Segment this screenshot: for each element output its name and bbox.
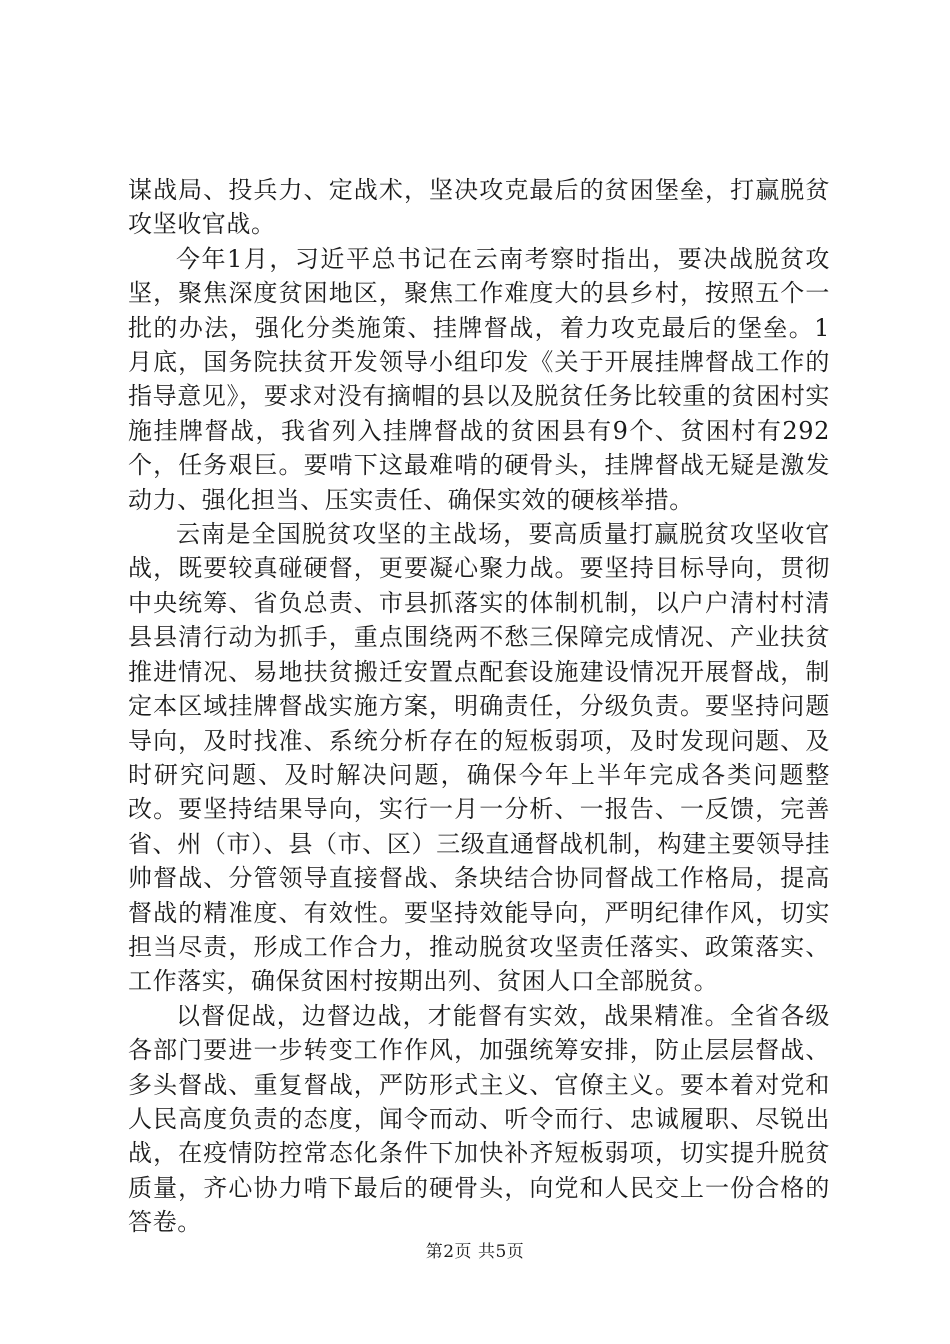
page-number-footer: 第2页 共5页 [425,1242,525,1262]
paragraph-inspection-background: 今年1月，习近平总书记在云南考察时指出，要决战脱贫攻坚，聚焦深度贫困地区，聚焦工作难度大的县乡村，按照五个一批的办法，强化分类施策、挂牌督战，着力攻克最后的堡垒。1月底，国务院扶贫开发领导小组印发《关于开展挂牌督战工作的指导意见》，要求对没有摘帽的县以及脱贫任务比较重的贫困村实施挂牌督战，我省列入挂牌督战的贫困县有9个、贫困村有292个，任务艰巨。要啃下这最难啃的硬骨头，挂牌督战无疑是激发动力、强化担当、压实责任、确保实效的硬核举措。 [128,244,830,514]
paragraph-yunnan-main-battlefield: 云南是全国脱贫攻坚的主战场，要高质量打赢脱贫攻坚收官战，既要较真碰硬督，更要凝心聚力战。要坚持目标导向，贯彻中央统筹、省负总责、市县抓落实的体制机制，以户户清村村清县县清行动为抓手，重点围绕两不愁三保障完成情况、产业扶贫推进情况、易地扶贫搬迁安置点配套设施建设情况开展督战，制定本区域挂牌督战实施方案，明确责任，分级负责。要坚持问题导向，及时找准、系统分析存在的短板弱项，及时发现问题、及时研究问题、及时解决问题，确保今年上半年完成各类问题整改。要坚持结果导向，实行一月一分析、一报告、一反馈，完善省、州（市）、县（市、区）三级直通督战机制，构建主要领导挂帅督战、分管领导直接督战、条块结合协同督战工作格局，提高督战的精准度、有效性。要坚持效能导向，严明纪律作风，切实担当尽责，形成工作合力，推动脱贫攻坚责任落实、政策落实、工作落实，确保贫困村按期出列、贫困人口全部脱贫。 [128,520,830,996]
paragraph-continuation: 谋战局、投兵力、定战术，坚决攻克最后的贫困堡垒，打赢脱贫攻坚收官战。 [128,176,830,239]
paragraph-supervise-to-promote: 以督促战，边督边战，才能督有实效，战果精准。全省各级各部门要进一步转变工作作风，加强统筹安排，防止层层督战、多头督战、重复督战，严防形式主义、官僚主义。要本着对党和人民高度负责的态度，闻令而动、听令而行、忠诚履职、尽锐出战，在疫情防控常态化条件下加快补齐短板弱项，切实提升脱贫质量，齐心协力啃下最后的硬骨头，向党和人民交上一份合格的答卷。 [128,1001,830,1237]
document-body [128,173,830,1240]
